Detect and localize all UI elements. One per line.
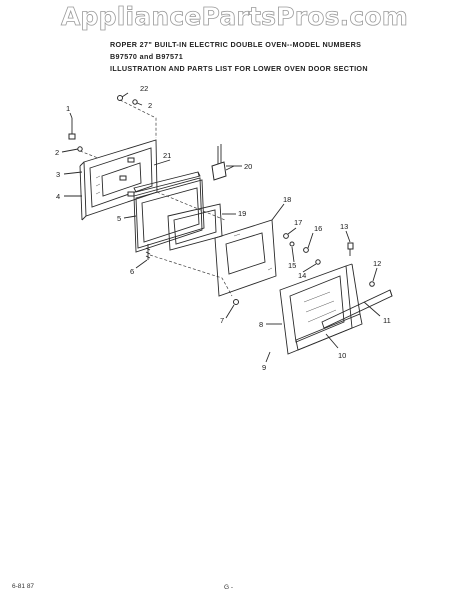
screw-part-22 — [118, 96, 123, 101]
callout-1: 1 — [66, 104, 71, 113]
callout-2: 2 — [55, 148, 60, 157]
callout-4: 4 — [56, 192, 61, 201]
inner-panel-part-18 — [215, 220, 276, 296]
washer-part-15 — [290, 242, 294, 246]
callout-17: 17 — [294, 218, 303, 227]
callout-2-top: 2 — [148, 101, 153, 110]
callout-20: 20 — [244, 162, 253, 171]
callout-12: 12 — [373, 259, 382, 268]
callout-15: 15 — [288, 261, 297, 270]
door-liner-part — [80, 140, 157, 220]
callout-10: 10 — [338, 351, 347, 360]
screw-part-2 — [78, 147, 82, 151]
screw-part-12 — [370, 282, 375, 287]
footer-date: 6-81 87 — [12, 583, 35, 590]
callout-3: 3 — [56, 170, 61, 179]
callout-11: 11 — [383, 316, 391, 325]
diagram-subtitle: ILLUSTRATION AND PARTS LIST FOR LOWER OVEN DOOR SECTION — [110, 64, 368, 73]
callout-14: 14 — [298, 271, 307, 280]
callout-7: 7 — [220, 316, 225, 325]
callout-21: 21 — [163, 151, 172, 160]
screw-part-16 — [304, 248, 309, 253]
guide-line — [80, 151, 98, 158]
callout-18: 18 — [283, 195, 292, 204]
liner-clip — [120, 176, 126, 180]
callout-9: 9 — [262, 363, 267, 372]
callout-22: 22 — [140, 84, 149, 93]
screw-part-2-top — [133, 100, 137, 104]
spring-part-6 — [146, 244, 150, 260]
diagram-title: ROPER 27" BUILT-IN ELECTRIC DOUBLE OVEN--MODEL NUMBERS — [110, 40, 362, 49]
callout-16: 16 — [314, 224, 323, 233]
screw-part-13 — [348, 243, 353, 256]
hinge-part-20 — [212, 144, 234, 180]
callout-labels — [55, 84, 391, 372]
model-numbers: B97570 and B97571 — [110, 52, 184, 61]
callout-6: 6 — [130, 267, 135, 276]
watermark: AppliancePartsPros.com — [60, 2, 409, 31]
screw-part-17 — [284, 234, 289, 239]
footer-page: G - — [224, 584, 234, 591]
guide-line — [150, 255, 232, 296]
screw-part-14 — [316, 260, 320, 264]
screw-part-7 — [234, 300, 239, 305]
callout-8: 8 — [259, 320, 264, 329]
callout-5: 5 — [117, 214, 122, 223]
callout-13: 13 — [340, 222, 349, 231]
callout-19: 19 — [238, 209, 247, 218]
inner-window-part-15 — [168, 204, 222, 250]
screw-part-1 — [69, 118, 75, 139]
liner-clip — [128, 192, 134, 196]
liner-clip — [128, 158, 134, 162]
